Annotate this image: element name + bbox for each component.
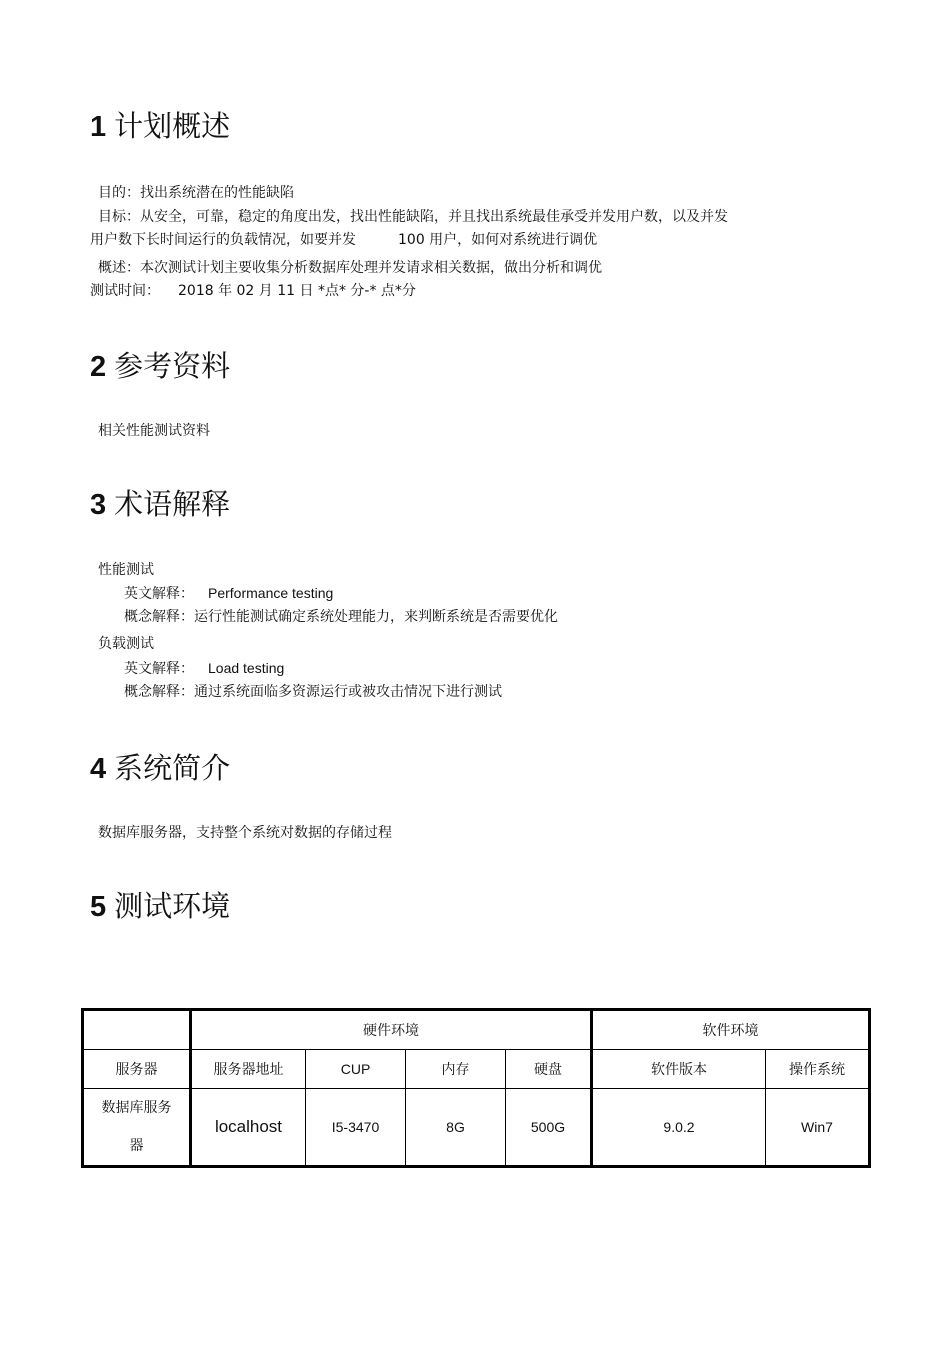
section-heading-2 xyxy=(90,348,230,385)
section-number: 4 xyxy=(90,753,107,785)
section-title: 计划概述 xyxy=(114,109,231,143)
references-text: 相关性能测试资料 xyxy=(98,423,210,439)
overview-goal-line2-b: 100 用户，如何对系统进行调优 xyxy=(398,232,598,248)
section-number: 5 xyxy=(90,891,107,923)
section-heading-3 xyxy=(90,486,230,523)
version-cell: 9.0.2 xyxy=(592,1089,766,1167)
term-english-label: 英文解释： xyxy=(124,586,194,602)
section-title: 测试环境 xyxy=(114,889,231,923)
section-number: 1 xyxy=(90,111,107,143)
overview-goal-line2 xyxy=(90,231,597,249)
test-time-value: 2018 年 02 月 11 日 *点* 分-* 点*分 xyxy=(178,283,416,299)
section-title: 参考资料 xyxy=(114,349,231,383)
overview-goal-line1: 目标：从安全，可靠，稳定的角度出发，找出性能缺陷，并且找出系统最佳承受并发用户数，以及并发 xyxy=(98,209,728,225)
section-heading-5 xyxy=(90,888,230,925)
term-concept-label: 概念解释： xyxy=(124,609,194,625)
term-concept-value: 运行性能测试确定系统处理能力，来判断系统是否需要优化 xyxy=(194,609,558,625)
system-text: 数据库服务器，支持整个系统对数据的存储过程 xyxy=(98,825,392,841)
server-cell-line1: 数据库服务 xyxy=(101,1100,172,1116)
server-cell-line2: 器 xyxy=(129,1138,144,1154)
column-header: 内存 xyxy=(406,1050,506,1089)
column-header: 服务器 xyxy=(83,1050,191,1089)
column-header: 服务器地址 xyxy=(191,1050,306,1089)
memory-cell: 8G xyxy=(406,1089,506,1167)
table-group-row xyxy=(83,1010,870,1050)
table-corner-cell xyxy=(83,1010,191,1050)
term-concept xyxy=(124,608,558,626)
term-name: 负载测试 xyxy=(98,636,154,652)
test-environment-table xyxy=(81,1008,871,1168)
term-english-label: 英文解释： xyxy=(124,661,194,677)
column-header: 操作系统 xyxy=(766,1050,870,1089)
table-row xyxy=(83,1089,870,1167)
term-english-value: Load testing xyxy=(208,660,285,676)
column-header: 硬盘 xyxy=(506,1050,592,1089)
os-cell: Win7 xyxy=(766,1089,870,1167)
section-number: 2 xyxy=(90,351,107,383)
term-concept-value: 通过系统面临多资源运行或被攻击情况下进行测试 xyxy=(194,684,502,700)
term-name: 性能测试 xyxy=(98,562,154,578)
term-english-value: Performance testing xyxy=(208,585,334,601)
overview-goal-line2-a: 用户数下长时间运行的负载情况，如要并发 xyxy=(90,232,356,248)
section-number: 3 xyxy=(90,489,107,521)
section-title: 术语解释 xyxy=(114,487,231,521)
section-heading-4 xyxy=(90,750,230,787)
table-header-row xyxy=(83,1050,870,1089)
server-cell xyxy=(83,1089,191,1167)
test-time-label: 测试时间： xyxy=(90,283,160,299)
disk-cell: 500G xyxy=(506,1089,592,1167)
overview-test-time xyxy=(90,282,416,300)
column-header: 软件版本 xyxy=(592,1050,766,1089)
section-heading-1 xyxy=(90,108,230,145)
cpu-cell: I5-3470 xyxy=(306,1089,406,1167)
term-concept-label: 概念解释： xyxy=(124,684,194,700)
software-group-header: 软件环境 xyxy=(592,1010,870,1050)
overview-summary: 概述：本次测试计划主要收集分析数据库处理并发请求相关数据，做出分析和调优 xyxy=(98,260,602,276)
overview-purpose: 目的：找出系统潜在的性能缺陷 xyxy=(98,185,294,201)
address-cell: localhost xyxy=(191,1089,306,1167)
hardware-group-header: 硬件环境 xyxy=(191,1010,592,1050)
column-header: CUP xyxy=(306,1050,406,1089)
term-concept xyxy=(124,683,502,701)
term-english xyxy=(124,659,284,678)
term-english xyxy=(124,584,333,603)
section-title: 系统简介 xyxy=(114,751,231,785)
